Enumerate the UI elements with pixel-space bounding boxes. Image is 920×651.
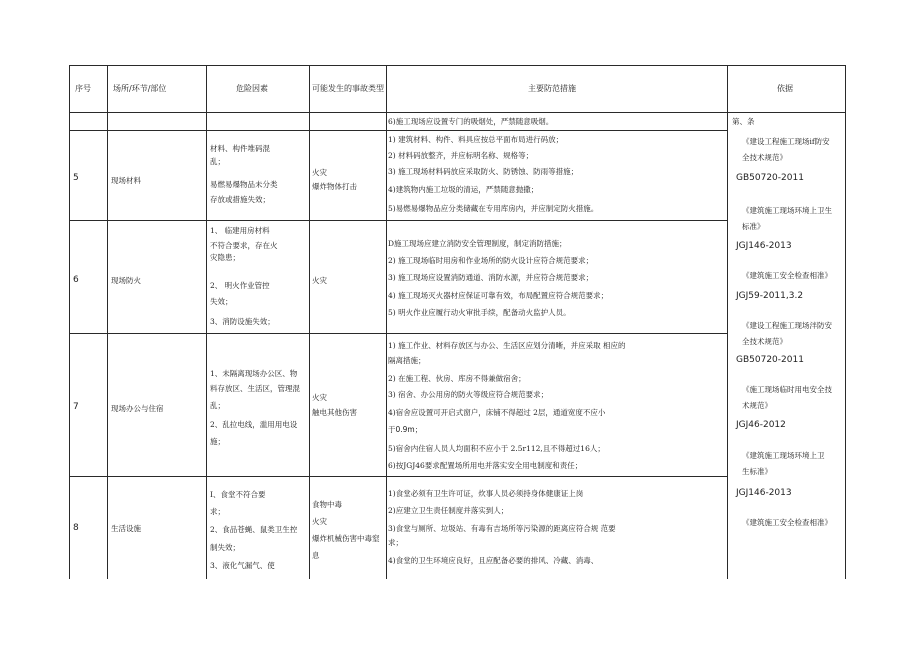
header-place: 场所/环节/部位 bbox=[113, 84, 167, 93]
header-measures: 主要防范措施 bbox=[528, 84, 576, 93]
place-cell: 现场防火 bbox=[111, 276, 141, 285]
basis-line: 第、条 bbox=[732, 117, 755, 126]
measure-line: 2) 施工现场临时用房和作业场所的防火设计应符合规范要求； bbox=[388, 256, 594, 265]
table-border-right bbox=[845, 65, 846, 579]
basis-line: 标准》 bbox=[742, 222, 765, 231]
measure-line: 求； bbox=[388, 538, 403, 547]
header-divider bbox=[69, 112, 846, 113]
accident-line: 火灾 bbox=[312, 168, 327, 177]
measure-line: 1)食堂必须有卫生许可证，炊事人员必须持身体健康证上岗 bbox=[388, 489, 584, 498]
row-divider bbox=[69, 220, 727, 221]
accident-line: 爆炸机械伤害中毒窒 bbox=[312, 534, 380, 543]
col-divider bbox=[727, 65, 728, 579]
hazard-line: 1、 临建用房材料 bbox=[210, 226, 270, 235]
col-divider bbox=[206, 65, 207, 579]
measure-line: 4)食堂的卫生环境应良好，且应配备必要的排风、冷藏、消毒、 bbox=[388, 556, 599, 565]
measure-line: 3) 施工现场应设置消防通道、消防水源，并应符合规范要求； bbox=[388, 273, 594, 282]
table-border-top bbox=[69, 65, 846, 66]
basis-line: GB50720-2011 bbox=[736, 173, 804, 183]
header-no: 序号 bbox=[75, 84, 91, 93]
measure-line: D施工现场应建立消防安全管理制度，制定消防措施； bbox=[388, 239, 567, 248]
hazard-line: 3、消防设施失效； bbox=[210, 317, 275, 326]
hazard-line: 2、食品苍蝇、鼠类卫生控 bbox=[210, 525, 298, 534]
hazard-line: 材料、构件堆码混 bbox=[210, 144, 270, 153]
accident-line: 火灾 bbox=[312, 517, 327, 526]
measure-line: 5)宿舍内住宿人员人均面积不应小于 2.5r112,且不得超过16人； bbox=[388, 444, 605, 453]
measure-line: 3) 宿舍、办公用房的防火等级应符合规范要求； bbox=[388, 390, 549, 399]
col-divider bbox=[309, 65, 310, 579]
basis-line: 全技术规范》 bbox=[742, 153, 787, 162]
measure-line: 2)应建立卫生责任制度并落实到人； bbox=[388, 506, 509, 515]
basis-line: 生标准》 bbox=[742, 467, 772, 476]
hazard-line: 乱； bbox=[210, 157, 225, 166]
measure-line: 2) 在施工程、伙房、库房不得兼做宿舍； bbox=[388, 374, 526, 383]
place-cell: 生活设施 bbox=[111, 524, 141, 533]
basis-line: 《建筑施工现场环境上卫 bbox=[742, 451, 825, 460]
table-border-left bbox=[69, 65, 70, 579]
accident-line: 触电其他伤害 bbox=[312, 408, 357, 417]
accident-line: 息 bbox=[312, 551, 320, 560]
hazard-line: I、食堂不符合要 bbox=[210, 490, 266, 499]
hazard-line: 不符合要求，存在火 bbox=[210, 241, 278, 250]
hazard-line: 存放或措施失效； bbox=[210, 195, 270, 204]
measure-line: 于0.9m； bbox=[388, 425, 423, 434]
accident-line: 火灾 bbox=[312, 393, 327, 402]
basis-line: GB50720-2011 bbox=[736, 355, 804, 365]
place-cell: 现场材料 bbox=[111, 176, 141, 185]
basis-line: 术规范》 bbox=[742, 401, 772, 410]
hazard-line: 施； bbox=[210, 437, 225, 446]
row-divider bbox=[69, 333, 727, 334]
hazard-line: 易燃易爆物品未分类 bbox=[210, 180, 278, 189]
hazard-line: 乱； bbox=[210, 401, 225, 410]
measure-line: 1) 施工作业、材料存放区与办公、生活区应划分清晰，并应采取 相应的 bbox=[388, 341, 626, 350]
measure-line: 4)宿舍应设置可开启式窗户，床铺不得超过 2层，通道宽度不应小 bbox=[388, 408, 606, 417]
basis-line: JGJ146-2013 bbox=[736, 488, 792, 498]
hazard-line: 制失效； bbox=[210, 543, 240, 552]
basis-line: 全技术规范》 bbox=[742, 337, 787, 346]
accident-line: 爆炸物体打击 bbox=[312, 182, 357, 191]
basis-line: JGJ59-2011,3.2 bbox=[736, 291, 804, 301]
hazard-line: 失效； bbox=[210, 297, 233, 306]
hazard-line: 1、未隔离现场办公区、物 bbox=[210, 369, 298, 378]
accident-cell: 火灾 bbox=[312, 276, 327, 285]
col-divider bbox=[107, 65, 108, 579]
header-accident: 可能发生的事故类型 bbox=[312, 84, 384, 93]
hazard-line: 2、 明火作业管控 bbox=[210, 281, 270, 290]
measure-line: 1) 建筑材料、构件、料具应按总平面布局进行码放； bbox=[388, 135, 564, 144]
measure-line: 3)食堂与厕所、垃圾站、有毒有吉场所等污染源的距离应符合规 范要 bbox=[388, 524, 616, 533]
basis-line: 《施工现场临时用电安全技 bbox=[742, 385, 832, 394]
basis-line: JGJ146-2013 bbox=[736, 241, 792, 251]
row-number: 8 bbox=[73, 523, 79, 533]
measure-line: 5)易燃易爆物品应分类储藏在专用库房内，并应制定防火措施。 bbox=[388, 204, 599, 213]
hazard-line: 灾隐患； bbox=[210, 253, 240, 262]
row-number: 6 bbox=[73, 275, 79, 285]
basis-line: 《建筑施工安全检查相准》 bbox=[742, 518, 832, 527]
basis-line: 《建设工程施工现场if防安 bbox=[742, 137, 830, 146]
basis-line: JGJ46-2012 bbox=[736, 420, 786, 430]
row-divider bbox=[69, 130, 727, 131]
measure-line: 6)按JGJ46要求配置场所用电并落实安全用电制度和责任； bbox=[388, 461, 583, 470]
hazard-line: 料存放区、生活区，管理混 bbox=[210, 384, 300, 393]
measure-line: 3) 施工现场材料码放应采取防火、防锈蚀、防雨等措施； bbox=[388, 167, 579, 176]
row-number: 5 bbox=[73, 173, 79, 183]
basis-line: 《建设工程施工现场泮防安 bbox=[742, 321, 832, 330]
hazard-line: 求； bbox=[210, 507, 225, 516]
measure-line: 6)施工现场应设置专门的吸烟处，严禁随意吸烟。 bbox=[388, 117, 554, 126]
row-number: 7 bbox=[73, 402, 79, 412]
accident-line: 食物中毒 bbox=[312, 500, 342, 509]
basis-line: 《建筑施工现场环境上卫生 bbox=[742, 206, 832, 215]
header-hazard: 危险因素 bbox=[236, 84, 268, 93]
measure-line: 4)建筑物内施工垃圾的清运，严禁随意抛撒； bbox=[388, 185, 539, 194]
place-cell: 现场办公与住宿 bbox=[111, 404, 164, 413]
measure-line: 5) 明火作业应履行动火审批手续，配备动火监护人员。 bbox=[388, 308, 571, 317]
hazard-line: 3、液化气漏气、使 bbox=[210, 561, 275, 570]
header-basis: 依据 bbox=[777, 84, 793, 93]
measure-line: 4) 施工现场灭火器材应保证可靠有效，布局配置应符合规范要求； bbox=[388, 291, 609, 300]
basis-line: 《建筑施工安全检查相准》 bbox=[742, 271, 832, 280]
hazard-line: 2、乱拉电线，滥用用电设 bbox=[210, 420, 298, 429]
measure-line: 2) 材料码放整齐，并应标明名称、规格等； bbox=[388, 151, 534, 160]
row-divider bbox=[69, 476, 727, 477]
col-divider bbox=[386, 65, 387, 579]
measure-line: 隔离措施； bbox=[388, 356, 426, 365]
